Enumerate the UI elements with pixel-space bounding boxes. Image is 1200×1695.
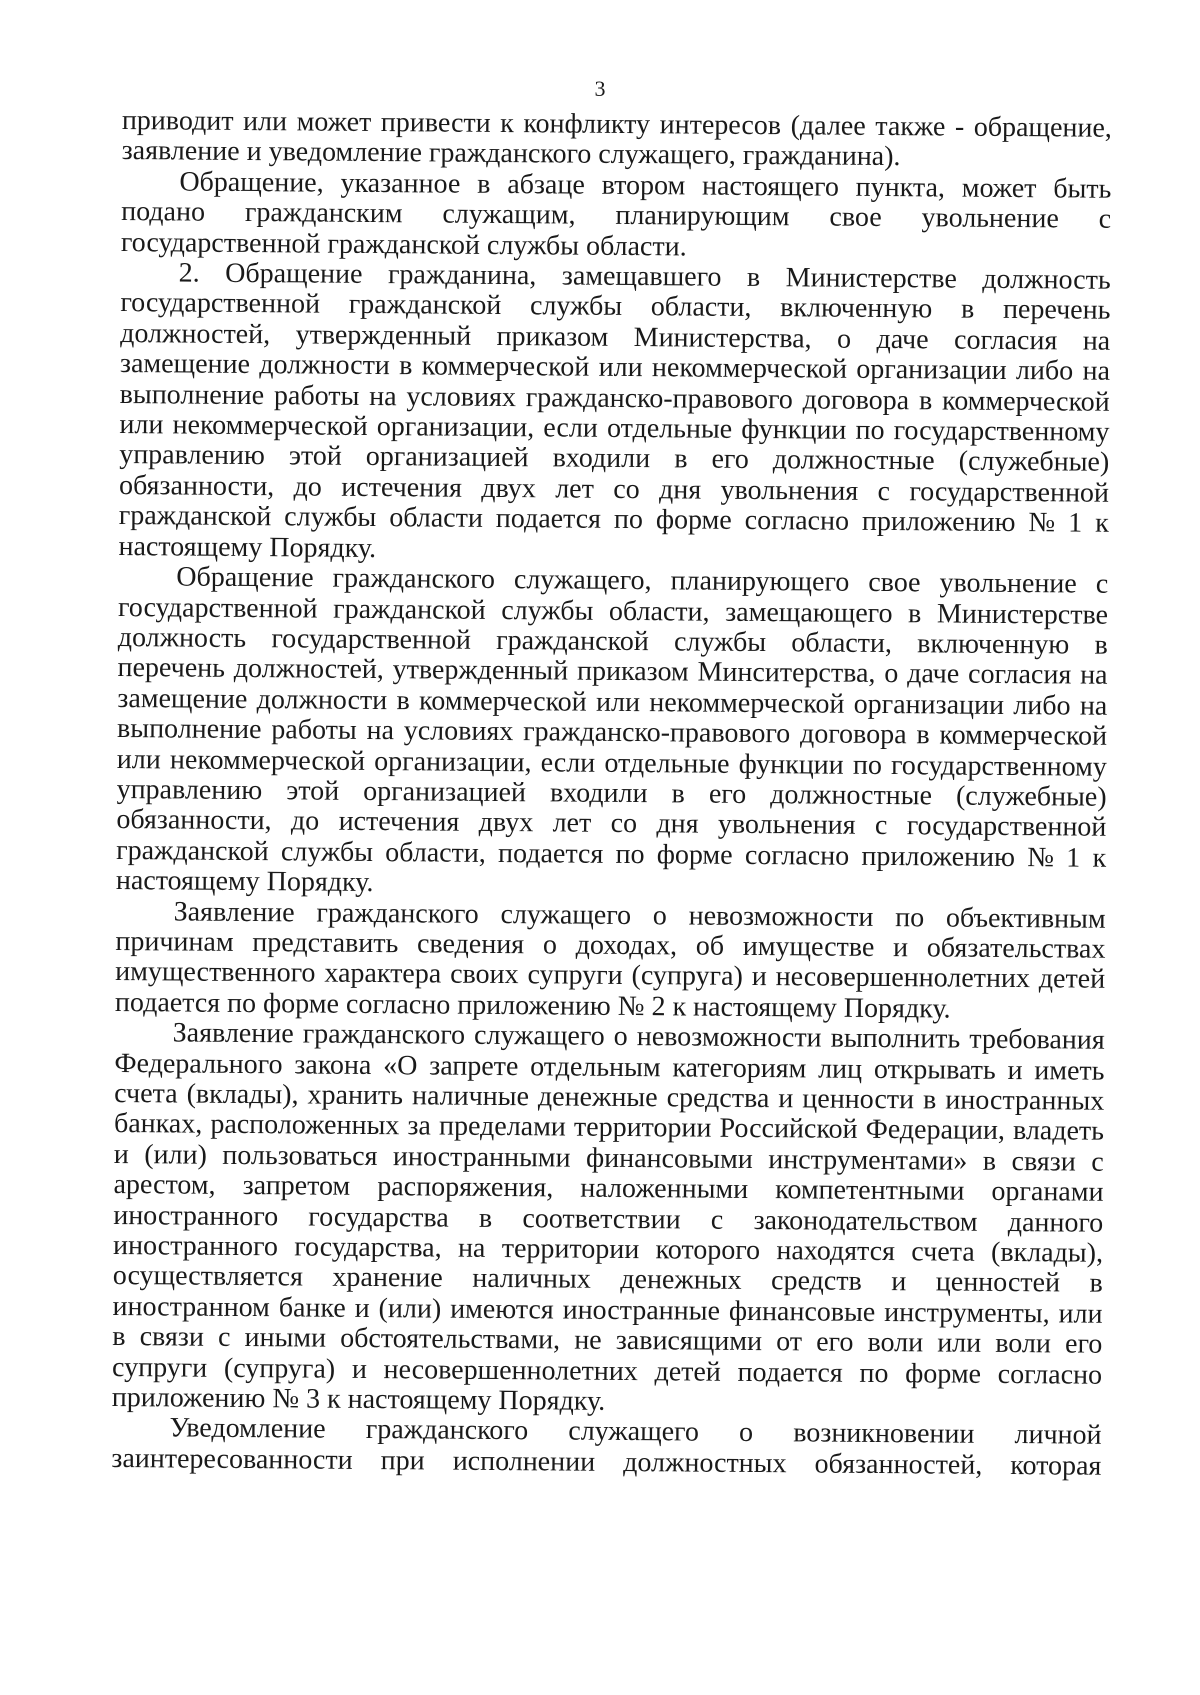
paragraph bbox=[118, 258, 1110, 570]
text-line: Обращение, указанное в абзаце втором настоящего пункта, может быть bbox=[179, 166, 1112, 205]
text-line: обязанности, до истечения двух лет со дня увольнения с государственной bbox=[118, 469, 1110, 509]
text-line: выполнение работы на условиях гражданско-правового договора в коммерческой bbox=[119, 378, 1110, 418]
text-line: Обращение гражданского служащего, планирующего свое увольнение с bbox=[176, 561, 1109, 600]
text-line: или некоммерческой организации, если отдельные функции по государственному bbox=[119, 409, 1110, 448]
text-line: арестом, запретом распоряжения, наложенными компетентными органами bbox=[113, 1169, 1104, 1208]
text-line: должностей, утвержденный приказом Министерства, о даче согласия на bbox=[120, 317, 1111, 357]
text-line: замещение должности в коммерческой или некоммерческой организации либо на bbox=[117, 682, 1108, 722]
text-line: банках, расположенных за пределами территории Российской Федерации, владеть bbox=[113, 1108, 1105, 1148]
text-line: счета (вклады), хранить наличные денежные средства и ценности в иностранных bbox=[114, 1077, 1105, 1117]
text-line: приложению № 3 к настоящему Порядку. bbox=[111, 1382, 606, 1417]
text-line: заинтересованности при исполнении должностных обязанностей, которая bbox=[111, 1442, 1102, 1482]
text-line: иностранном банке и (или) имеются иностранные финансовые инструменты, или bbox=[112, 1290, 1103, 1330]
text-line: супруги (супруга) и несовершеннолетних детей подается по форме согласно bbox=[111, 1351, 1103, 1391]
text-line: или некоммерческой организации, если отдельные функции по государственному bbox=[116, 743, 1107, 783]
text-line: управлению этой организацией входили в его должностные (служебные) bbox=[119, 439, 1110, 479]
paragraph bbox=[115, 897, 1106, 1026]
text-line: приводит или может привести к конфликту интересов (далее также - обращение, bbox=[121, 105, 1112, 144]
text-line: имущественного характера своих супруги (супруга) и несовершеннолетних детей bbox=[115, 956, 1106, 996]
document-body bbox=[111, 106, 1112, 1482]
text-line: государственной гражданской службы области. bbox=[120, 226, 687, 263]
text-line: 2. Обращение гражданина, замещавшего в Министерстве должность bbox=[178, 257, 1111, 296]
text-line: подается по форме согласно приложению № 2 к настоящему Порядку. bbox=[114, 986, 951, 1025]
text-line: иностранного государства в соответствии с законодательством данного bbox=[113, 1199, 1104, 1239]
text-line: настоящему Порядку. bbox=[115, 865, 374, 899]
text-line: Федерального закона «О запрете отдельным категориям лиц открывать и иметь bbox=[114, 1047, 1105, 1087]
text-line: государственной гражданской службы области, замещающего в Министерстве bbox=[117, 591, 1109, 631]
text-line: настоящему Порядку. bbox=[118, 530, 377, 564]
text-line: в связи с иными обстоятельствами, не зависящими от его воли или воли его bbox=[112, 1321, 1103, 1360]
text-line: гражданской службы области, подается по форме согласно приложению № 1 к bbox=[116, 834, 1107, 874]
paragraph bbox=[116, 562, 1109, 904]
text-line: управлению этой организацией входили в его должностные (служебные) bbox=[116, 773, 1107, 813]
text-line: причинам представить сведения о доходах, об имуществе и обязательствах bbox=[115, 925, 1106, 965]
page-number: 3 bbox=[594, 76, 606, 101]
text-line: государственной гражданской службы области, включенную в перечень bbox=[120, 287, 1111, 327]
text-line: обязанности, до истечения двух лет со дня увольнения с государственной bbox=[116, 804, 1107, 844]
paragraph bbox=[111, 1413, 1101, 1482]
text-line: Уведомление гражданского служащего о возникновении личной bbox=[169, 1412, 1102, 1452]
text-line: гражданской службы области подается по форме согласно приложению № 1 к bbox=[118, 500, 1109, 540]
text-line: должность государственной гражданской службы области, включенную в bbox=[117, 621, 1108, 661]
text-line: перечень должностей, утвержденный приказом Минситерства, о даче согласия на bbox=[117, 652, 1108, 692]
text-line: выполнение работы на условиях гражданско-правового договора в коммерческой bbox=[116, 713, 1108, 752]
text-line: Заявление гражданского служащего о невозможности выполнить требования bbox=[172, 1017, 1105, 1056]
text-line: Заявление гражданского служащего о невозможности по объективным bbox=[173, 895, 1106, 935]
paragraph bbox=[112, 1018, 1105, 1421]
text-line: замещение должности в коммерческой или некоммерческой организации либо на bbox=[119, 348, 1111, 388]
text-line: осуществляется хранение наличных денежных средств и ценностей в bbox=[112, 1260, 1103, 1300]
paragraph bbox=[121, 167, 1112, 266]
text-line: иностранного государства, на территории которого находятся счета (вклады), bbox=[112, 1229, 1104, 1269]
text-line: подано гражданским служащим, планирующим свое увольнение с bbox=[121, 196, 1112, 235]
paragraph bbox=[122, 106, 1112, 175]
text-line: и (или) пользоваться иностранными финансовыми инструментами» в связи с bbox=[113, 1138, 1104, 1178]
text-line: заявление и уведомление гражданского служащего, гражданина). bbox=[121, 135, 901, 173]
